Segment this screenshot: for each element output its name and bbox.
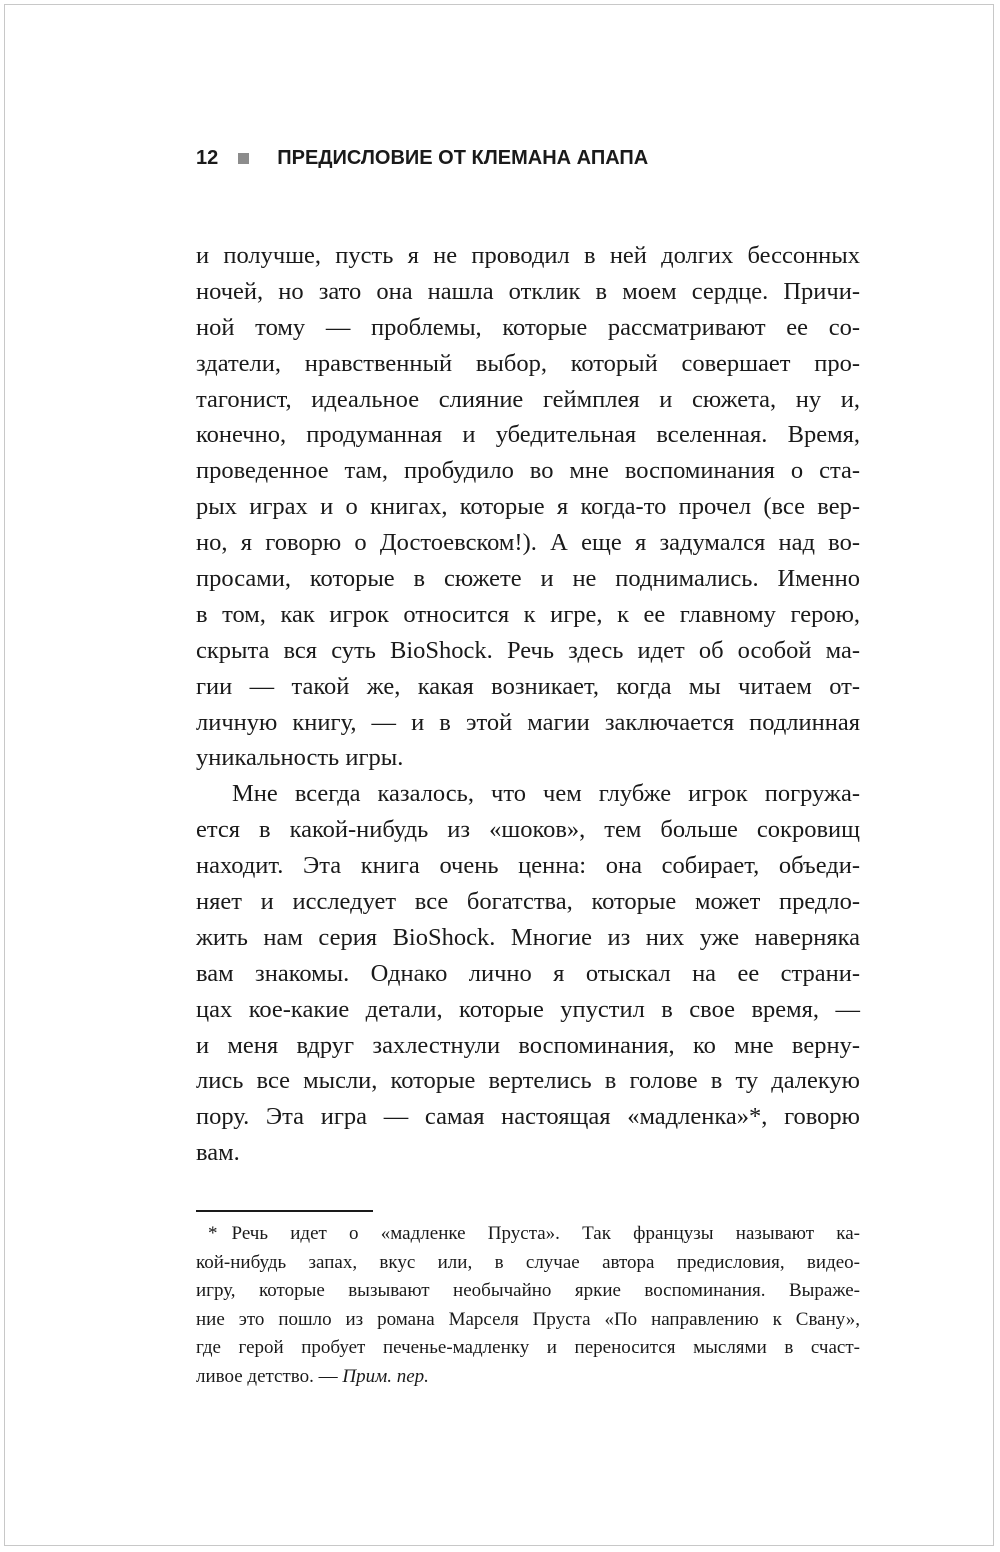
text-line: цах кое-какие детали, которые упустил в свое время, — (196, 995, 860, 1023)
text-line: и получше, пусть я не проводил в ней долгих бессонных (196, 242, 860, 269)
text-line: личную книгу, — и в этой магии заключается подлинная (196, 708, 860, 736)
text-line: скрыта вся суть BioShock. Речь здесь идет об особой ма- (196, 636, 860, 664)
body-text (196, 238, 860, 1171)
running-title: ПРЕДИСЛОВИЕ ОТ КЛЕМАНА АПАПА (277, 146, 649, 169)
text-line: в том, как игрок относится к игре, к ее главному герою, (196, 600, 860, 628)
footnote-line: игру, которые вызывают необычайно яркие воспоминания. Выраже- (196, 1280, 860, 1301)
footnote-line: кой-нибудь запах, вкус или, в случае автора предисловия, видео- (196, 1251, 860, 1273)
paragraph-1 (196, 238, 860, 776)
text-line: ночей, но зато она нашла отклик в моем сердце. Причи- (196, 277, 860, 305)
text-line: жить нам серия BioShock. Многие из них уже наверняка (196, 923, 860, 951)
text-line: уникальность игры. (196, 744, 404, 772)
text-line: ной тому — проблемы, которые рассматривают ее со- (196, 313, 860, 341)
text-line: гии — такой же, какая возникает, когда мы читаем от- (196, 672, 860, 700)
square-bullet-icon (238, 153, 249, 164)
running-header (196, 143, 648, 173)
text-line: Мне всегда казалось, что чем глубже игрок погружа- (232, 780, 860, 808)
footnote-line (196, 1363, 860, 1392)
text-line: конечно, продуманная и убедительная вселенная. Время, (196, 421, 860, 449)
text-line: рых играх и о книгах, которые я когда-то прочел (все вер- (196, 493, 860, 521)
footnote-text: ливое детство. — (196, 1365, 343, 1387)
footnote-line: ние это пошло из романа Марселя Пруста «По направлению к Свану», (196, 1308, 860, 1330)
footnote-marker: * (208, 1223, 218, 1244)
text-line: тагонист, идеальное слияние геймплея и сюжета, ну и, (196, 385, 860, 413)
footnote-line (196, 1220, 860, 1249)
page-number: 12 (196, 146, 219, 169)
footnote-divider (196, 1210, 373, 1212)
footnote (196, 1220, 860, 1391)
text-line: и меня вдруг захлестнули воспоминания, ко мне верну- (196, 1031, 860, 1059)
text-line: вам. (196, 1139, 240, 1167)
text-line: проведенное там, пробудило во мне воспоминания о ста- (196, 457, 860, 485)
text-line: находит. Эта книга очень ценна: она собирает, объеди- (196, 852, 860, 880)
text-line: но, я говорю о Достоевском!). А еще я задумался над во- (196, 529, 860, 557)
text-line: пору. Эта игра — самая настоящая «мадленка»*, говорю (196, 1103, 860, 1131)
text-line: ется в какой-нибудь из «шоков», тем больше сокровищ (196, 816, 860, 844)
text-line: просами, которые в сюжете и не поднимались. Именно (196, 565, 860, 593)
footnote-text: Речь идет о «мадленке Пруста». Так французы называют ка- (231, 1223, 860, 1244)
paragraph-2 (196, 776, 860, 1171)
footnote-line: где герой пробует печенье-мадленку и переносится мыслями в счаст- (196, 1337, 860, 1358)
text-line: лись все мысли, которые вертелись в голове в ту далекую (196, 1067, 860, 1095)
text-line: няет и исследует все богатства, которые может предло- (196, 888, 860, 916)
text-line: здатели, нравственный выбор, который совершает про- (196, 349, 860, 377)
text-line: вам знакомы. Однако лично я отыскал на ее страни- (196, 959, 860, 987)
translator-note: Прим. пер. (342, 1365, 429, 1387)
